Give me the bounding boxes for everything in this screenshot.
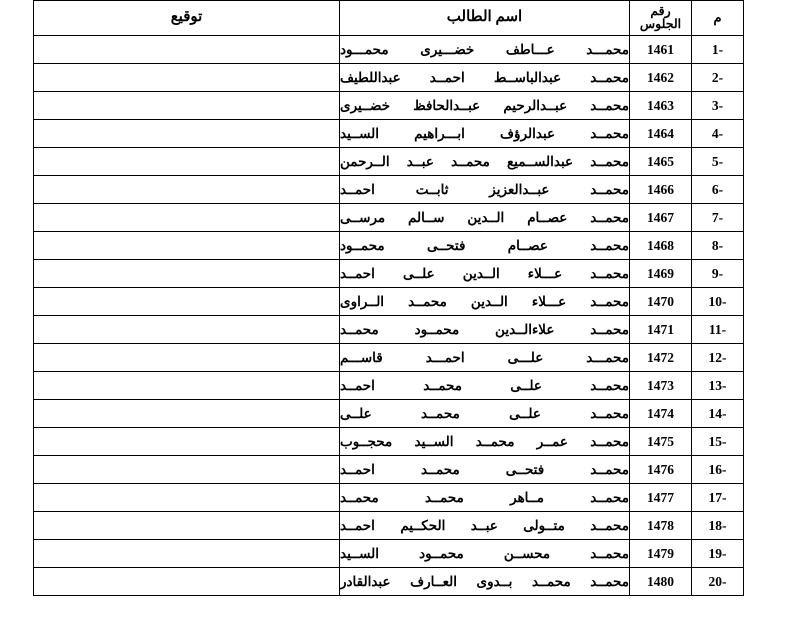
table-row bbox=[34, 260, 744, 288]
signature-cell[interactable] bbox=[34, 64, 340, 92]
row-index-cell: -4 bbox=[692, 120, 744, 148]
seat-number-cell: 1468 bbox=[630, 232, 692, 260]
student-name-text: محمــد محمــد بــدوى العــارف عبدالقادر bbox=[340, 573, 629, 589]
student-name-text: محمــد عصــام فتحــى محمــود bbox=[340, 237, 629, 253]
student-name-text: محمــد عبدالرؤف ابـــراهيم الســيد bbox=[340, 125, 629, 141]
row-index-cell: -3 bbox=[692, 92, 744, 120]
row-index-cell: -17 bbox=[692, 484, 744, 512]
student-name-text: محمــد عبــدالعزيز ثابــت احمــد bbox=[340, 181, 629, 197]
row-index-cell: -12 bbox=[692, 344, 744, 372]
row-index-cell: -11 bbox=[692, 316, 744, 344]
table-row bbox=[34, 232, 744, 260]
row-index-cell: -9 bbox=[692, 260, 744, 288]
column-header-seat-line2: الجلوس bbox=[639, 17, 682, 31]
signature-cell[interactable] bbox=[34, 428, 340, 456]
student-name-cell bbox=[340, 568, 630, 596]
table-row bbox=[34, 36, 744, 64]
table-row bbox=[34, 456, 744, 484]
student-name-text: محمــد فتحــى محمــد احمــد bbox=[340, 461, 629, 477]
student-name-cell bbox=[340, 64, 630, 92]
seat-number-cell: 1473 bbox=[630, 372, 692, 400]
row-index-cell: -1 bbox=[692, 36, 744, 64]
signature-cell[interactable] bbox=[34, 148, 340, 176]
table-row bbox=[34, 372, 744, 400]
row-index-cell: -18 bbox=[692, 512, 744, 540]
student-name-cell bbox=[340, 204, 630, 232]
signature-cell[interactable] bbox=[34, 204, 340, 232]
row-index-cell: -7 bbox=[692, 204, 744, 232]
student-name-cell bbox=[340, 232, 630, 260]
column-header-seat-number bbox=[630, 1, 692, 36]
student-name-cell bbox=[340, 148, 630, 176]
student-name-text: محمــد عـــلاء الــدين علــى احمــد bbox=[340, 265, 629, 281]
student-name-text: محمــد عـــلاء الــدين محمــد الــراوى bbox=[340, 293, 629, 309]
student-name-cell bbox=[340, 512, 630, 540]
seat-number-cell: 1478 bbox=[630, 512, 692, 540]
signature-cell[interactable] bbox=[34, 540, 340, 568]
student-name-cell bbox=[340, 540, 630, 568]
student-name-cell bbox=[340, 92, 630, 120]
student-name-text: محمــد علــى محمــد احمــد bbox=[340, 377, 629, 393]
seat-number-cell: 1472 bbox=[630, 344, 692, 372]
seat-number-cell: 1467 bbox=[630, 204, 692, 232]
student-name-cell bbox=[340, 372, 630, 400]
column-header-seat-line1: رقم bbox=[650, 3, 671, 18]
signature-cell[interactable] bbox=[34, 92, 340, 120]
table-row bbox=[34, 204, 744, 232]
student-name-cell bbox=[340, 260, 630, 288]
student-name-text: محمــد علــى محمــد علــى bbox=[340, 405, 629, 421]
student-name-cell bbox=[340, 456, 630, 484]
signature-cell[interactable] bbox=[34, 400, 340, 428]
student-name-text: محمــد عصــام الــدين ســالم مرســى bbox=[340, 209, 629, 225]
signature-cell[interactable] bbox=[34, 456, 340, 484]
student-name-text: محمـــد علـــى احمـــد قاســـم bbox=[340, 349, 629, 365]
row-index-cell: -15 bbox=[692, 428, 744, 456]
signature-cell[interactable] bbox=[34, 120, 340, 148]
signature-cell[interactable] bbox=[34, 344, 340, 372]
table-row bbox=[34, 176, 744, 204]
row-index-cell: -19 bbox=[692, 540, 744, 568]
signature-cell[interactable] bbox=[34, 36, 340, 64]
student-roster-table bbox=[33, 0, 744, 596]
table-header bbox=[34, 1, 744, 36]
student-name-text: محمــد مــاهر محمــد محمــد bbox=[340, 489, 629, 505]
student-name-cell bbox=[340, 120, 630, 148]
signature-cell[interactable] bbox=[34, 372, 340, 400]
table-row bbox=[34, 316, 744, 344]
table-row bbox=[34, 64, 744, 92]
table-row bbox=[34, 92, 744, 120]
seat-number-cell: 1479 bbox=[630, 540, 692, 568]
column-header-signature: توقيع bbox=[34, 1, 340, 36]
student-name-text: محمــد عمــر محمــد الســيد محجــوب bbox=[340, 433, 629, 449]
table-row bbox=[34, 344, 744, 372]
seat-number-cell: 1465 bbox=[630, 148, 692, 176]
table-row bbox=[34, 512, 744, 540]
seat-number-cell: 1475 bbox=[630, 428, 692, 456]
student-name-text: محمــد علاءالــدين محمــود محمــد bbox=[340, 321, 629, 337]
student-name-text: محمــد عبدالباســط احمــد عبداللطيف bbox=[340, 69, 629, 85]
signature-cell[interactable] bbox=[34, 288, 340, 316]
seat-number-cell: 1476 bbox=[630, 456, 692, 484]
table-row bbox=[34, 120, 744, 148]
table-row bbox=[34, 288, 744, 316]
student-name-text: محمــد عبدالســميع محمــد عبــد الــرحمن bbox=[340, 153, 629, 169]
table-row bbox=[34, 484, 744, 512]
seat-number-cell: 1462 bbox=[630, 64, 692, 92]
row-index-cell: -16 bbox=[692, 456, 744, 484]
table-header-row bbox=[34, 1, 744, 36]
seat-number-cell: 1474 bbox=[630, 400, 692, 428]
seat-number-cell: 1466 bbox=[630, 176, 692, 204]
table-row bbox=[34, 400, 744, 428]
signature-cell[interactable] bbox=[34, 568, 340, 596]
column-header-student-name: اسم الطالب bbox=[340, 1, 630, 36]
signature-cell[interactable] bbox=[34, 260, 340, 288]
row-index-cell: -2 bbox=[692, 64, 744, 92]
student-name-cell bbox=[340, 344, 630, 372]
student-name-cell bbox=[340, 400, 630, 428]
roster-sheet bbox=[34, 0, 744, 596]
student-name-text: محمــد متــولى عبــد الحكــيم احمــد bbox=[340, 517, 629, 533]
seat-number-cell: 1477 bbox=[630, 484, 692, 512]
row-index-cell: -20 bbox=[692, 568, 744, 596]
signature-cell[interactable] bbox=[34, 176, 340, 204]
table-row bbox=[34, 428, 744, 456]
table-body bbox=[34, 36, 744, 596]
seat-number-cell: 1463 bbox=[630, 92, 692, 120]
column-header-index: م bbox=[692, 1, 744, 36]
student-name-cell bbox=[340, 428, 630, 456]
table-row bbox=[34, 540, 744, 568]
signature-cell[interactable] bbox=[34, 484, 340, 512]
row-index-cell: -8 bbox=[692, 232, 744, 260]
seat-number-cell: 1464 bbox=[630, 120, 692, 148]
seat-number-cell: 1461 bbox=[630, 36, 692, 64]
seat-number-cell: 1470 bbox=[630, 288, 692, 316]
student-name-text: محمــد محســن محمــود الســيد bbox=[340, 545, 629, 561]
seat-number-cell: 1469 bbox=[630, 260, 692, 288]
row-index-cell: -6 bbox=[692, 176, 744, 204]
student-name-text: محمـــد عـــاطف خضـــيرى محمـــود bbox=[340, 41, 629, 57]
signature-cell[interactable] bbox=[34, 512, 340, 540]
signature-cell[interactable] bbox=[34, 316, 340, 344]
student-name-cell bbox=[340, 484, 630, 512]
row-index-cell: -14 bbox=[692, 400, 744, 428]
row-index-cell: -5 bbox=[692, 148, 744, 176]
table-row bbox=[34, 148, 744, 176]
signature-cell[interactable] bbox=[34, 232, 340, 260]
row-index-cell: -10 bbox=[692, 288, 744, 316]
student-name-cell bbox=[340, 36, 630, 64]
student-name-cell bbox=[340, 288, 630, 316]
student-name-text: محمــد عبــدالرحيم عبــدالحافظ خضــيرى bbox=[340, 97, 629, 113]
seat-number-cell: 1480 bbox=[630, 568, 692, 596]
student-name-cell bbox=[340, 176, 630, 204]
page-bottom-clip bbox=[0, 614, 793, 620]
student-name-cell bbox=[340, 316, 630, 344]
table-row bbox=[34, 568, 744, 596]
seat-number-cell: 1471 bbox=[630, 316, 692, 344]
row-index-cell: -13 bbox=[692, 372, 744, 400]
